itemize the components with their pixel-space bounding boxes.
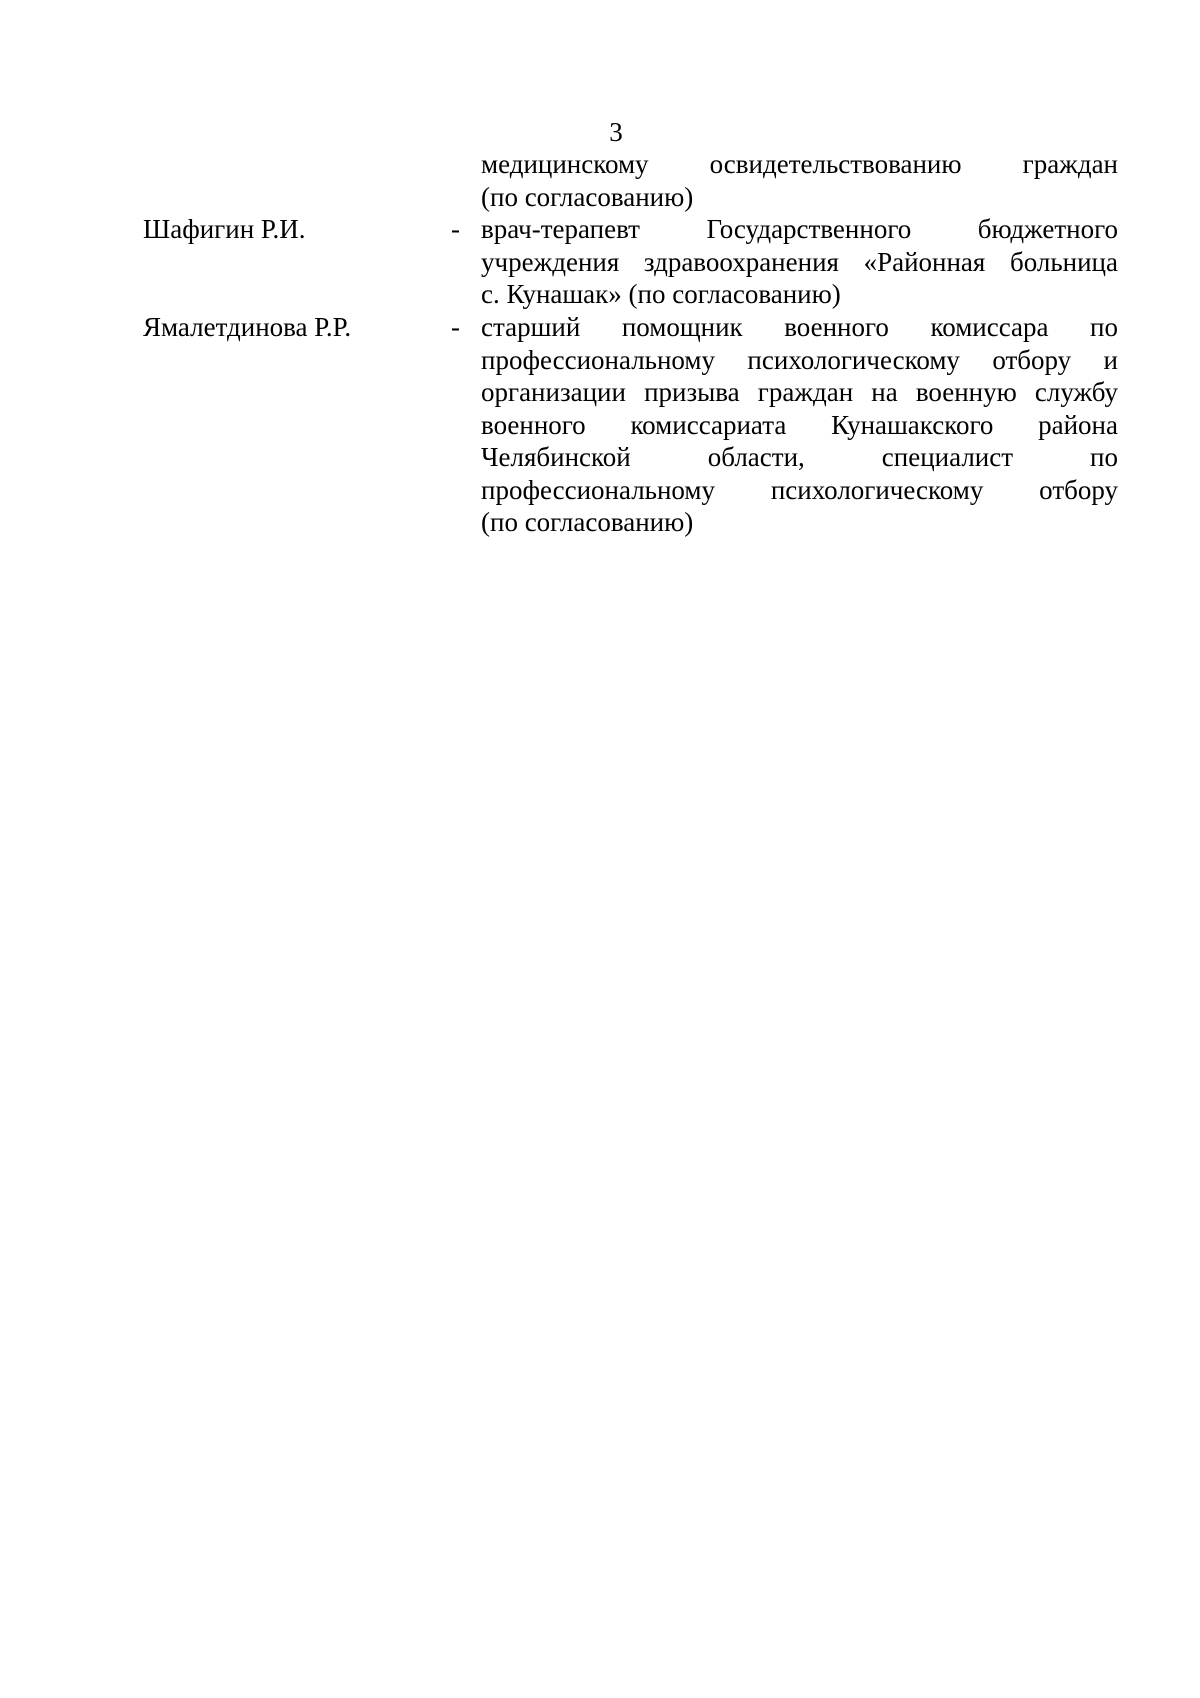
text-line: учреждения здравоохранения «Районная больница	[481, 246, 1118, 277]
text-line: старший помощник военного комиссара по	[481, 312, 1118, 342]
text-line: (по согласованию)	[481, 181, 694, 212]
dash-separator: -	[451, 214, 460, 244]
text-line: медицинскому освидетельствованию граждан	[481, 149, 1118, 179]
position-description	[481, 213, 1118, 311]
person-name: Ямалетдинова Р.Р.	[143, 312, 352, 342]
page-number: 3	[609, 117, 623, 147]
text-line: организации призыва граждан на военную службу	[481, 377, 1118, 407]
position-description	[481, 311, 1118, 539]
text-line: врач-терапевт Государственного бюджетного	[481, 214, 1118, 244]
text-line: профессиональному психологическому отбору	[481, 474, 1118, 505]
text-line: (по согласованию)	[481, 507, 694, 537]
text-line: с. Кунашак» (по согласованию)	[481, 279, 841, 309]
dash-separator: -	[451, 312, 460, 342]
text-line: Челябинской области, специалист по	[481, 442, 1118, 472]
text-line: военного комиссариата Кунашакского района	[481, 409, 1118, 440]
text-line: профессиональному психологическому отбору и	[481, 344, 1118, 375]
continuation-text	[481, 148, 1118, 213]
person-name: Шафигин Р.И.	[143, 214, 306, 244]
